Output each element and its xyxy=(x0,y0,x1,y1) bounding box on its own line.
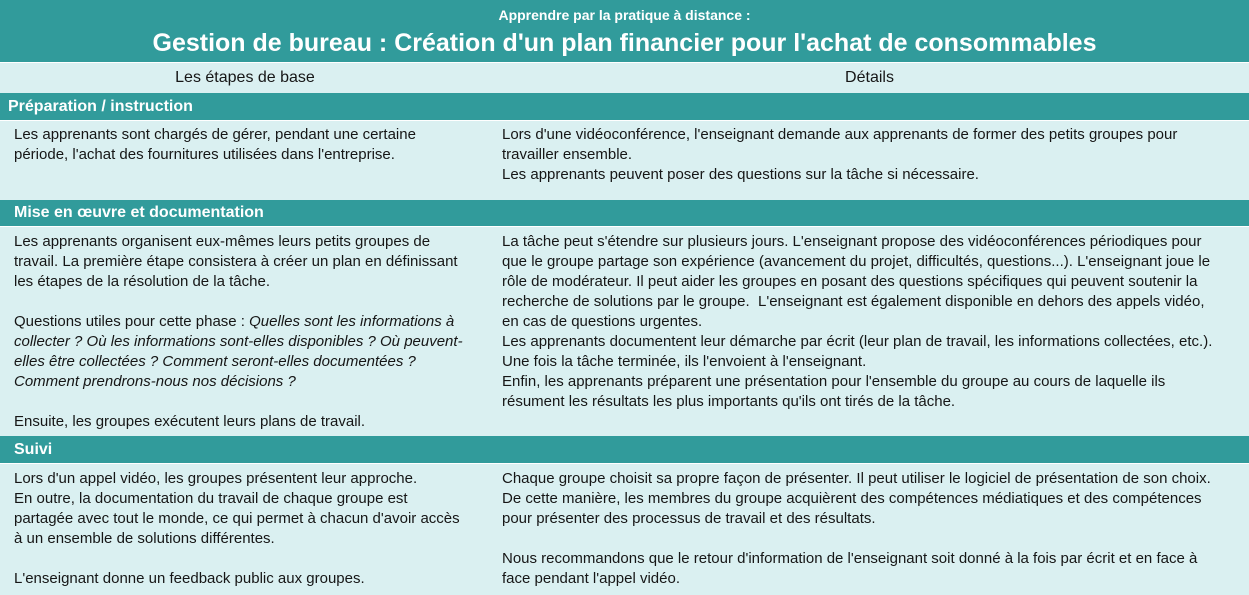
paragraph xyxy=(502,549,1249,589)
steps-cell xyxy=(0,227,490,436)
text-line: que le groupe partage son expérience (avancement du projet, difficultés, questions...). L'enseignant joue le xyxy=(502,253,1211,270)
details-cell xyxy=(490,121,1249,200)
text-line: les étapes de la résolution de la tâche. xyxy=(14,273,271,290)
paragraph xyxy=(14,125,490,165)
paragraph xyxy=(14,232,490,292)
text-line: Ensuite, les groupes exécutent leurs plans de travail. xyxy=(14,413,366,430)
page-title: Gestion de bureau : Création d'un plan financier pour l'achat de consommables xyxy=(152,29,1097,57)
table-row-implementation xyxy=(0,227,1249,436)
text-line: De cette manière, les membres du groupe acquièrent des compétences médiatiques et des compétences xyxy=(502,490,1202,507)
text-line: Les apprenants documentent leur démarche par écrit (leur plan de travail, les informations collectées, etc.). xyxy=(502,333,1213,350)
header-banner xyxy=(0,0,1249,62)
text-line: Chaque groupe choisit sa propre façon de présenter. Il peut utiliser le logiciel de présentation de son choix. xyxy=(502,470,1211,487)
text-line: partagée avec tout le monde, ce qui permet à chacun d'avoir accès xyxy=(14,510,460,527)
text-line: En outre, la documentation du travail de chaque groupe est xyxy=(14,490,408,507)
text-line: à un ensemble de solutions différentes. xyxy=(14,530,275,547)
text-italic: Quelles sont les informations à xyxy=(249,313,455,330)
text-line: Une fois la tâche terminée, ils l'envoient à l'enseignant. xyxy=(502,353,867,370)
details-cell xyxy=(490,227,1249,436)
column-header-steps: Les étapes de base xyxy=(175,69,315,86)
column-header-row xyxy=(0,63,1249,93)
text-line: Comment prendrons-nous nos décisions ? xyxy=(14,373,296,390)
guiding-questions xyxy=(14,312,490,392)
text-line: Nous recommandons que le retour d'information de l'enseignant soit donné à la fois par écrit et en face à xyxy=(502,550,1198,567)
text-line: Les apprenants peuvent poser des questions sur la tâche si nécessaire. xyxy=(502,166,979,183)
text-line xyxy=(14,312,490,332)
text-line: Lors d'une vidéoconférence, l'enseignant demande aux apprenants de former des petits groupes pour xyxy=(502,126,1178,143)
column-header-details: Détails xyxy=(845,69,894,86)
details-cell xyxy=(490,464,1249,595)
text-line: en cas de questions urgentes. xyxy=(502,313,703,330)
text-line: Les apprenants sont chargés de gérer, pendant une certaine xyxy=(14,126,416,143)
section-title: Suivi xyxy=(14,441,53,458)
paragraph xyxy=(502,469,1249,529)
text-line: période, l'achat des fournitures utilisées dans l'entreprise. xyxy=(14,146,395,163)
section-title: Mise en œuvre et documentation xyxy=(14,204,264,221)
text-line: rôle de modérateur. Il peut aider les groupes en posant des questions spécifiques qui peuvent soutenir la xyxy=(502,273,1198,290)
text-line: travailler ensemble. xyxy=(502,146,633,163)
paragraph xyxy=(502,232,1249,412)
text-line: travail. La première étape consistera à créer un plan en définissant xyxy=(14,253,458,270)
text-line: La tâche peut s'étendre sur plusieurs jours. L'enseignant propose des vidéoconférences périodiques pour xyxy=(502,233,1202,250)
table-row-follow-up xyxy=(0,464,1249,595)
text-line: elles être collectées ? Comment seront-elles documentées ? xyxy=(14,353,416,370)
section-header-preparation xyxy=(0,93,1249,120)
paragraph xyxy=(14,412,490,432)
text-line: pour présenter des processus de travail et des résultats. xyxy=(502,510,876,527)
text-line: Lors d'un appel vidéo, les groupes présentent leur approche. xyxy=(14,470,418,487)
paragraph xyxy=(502,125,1249,185)
paragraph xyxy=(14,569,490,589)
section-header-follow-up xyxy=(0,436,1249,463)
section-header-implementation xyxy=(0,200,1249,226)
text-line: face pendant l'appel vidéo. xyxy=(502,570,681,587)
paragraph xyxy=(14,469,490,549)
text-line: collecter ? Où les informations sont-elles disponibles ? Où peuvent- xyxy=(14,333,463,350)
text-line: résument les résultats les plus importants qu'ils ont tirés de la tâche. xyxy=(502,393,956,410)
text-line: L'enseignant donne un feedback public aux groupes. xyxy=(14,570,365,587)
text-line: recherche de solutions par le groupe. L'enseignant est également disponible en dehors des appels vidéo, xyxy=(502,293,1205,310)
section-title: Préparation / instruction xyxy=(8,98,193,115)
steps-cell xyxy=(0,464,490,595)
text-line: Enfin, les apprenants préparent une présentation pour l'ensemble du groupe au cours de laquelle ils xyxy=(502,373,1166,390)
table-row-preparation xyxy=(0,121,1249,200)
steps-cell xyxy=(0,121,490,200)
text-lead: Questions utiles pour cette phase : xyxy=(14,313,250,330)
text-line: Les apprenants organisent eux-mêmes leurs petits groupes de xyxy=(14,233,431,250)
header-subtitle: Apprendre par la pratique à distance : xyxy=(498,7,751,23)
